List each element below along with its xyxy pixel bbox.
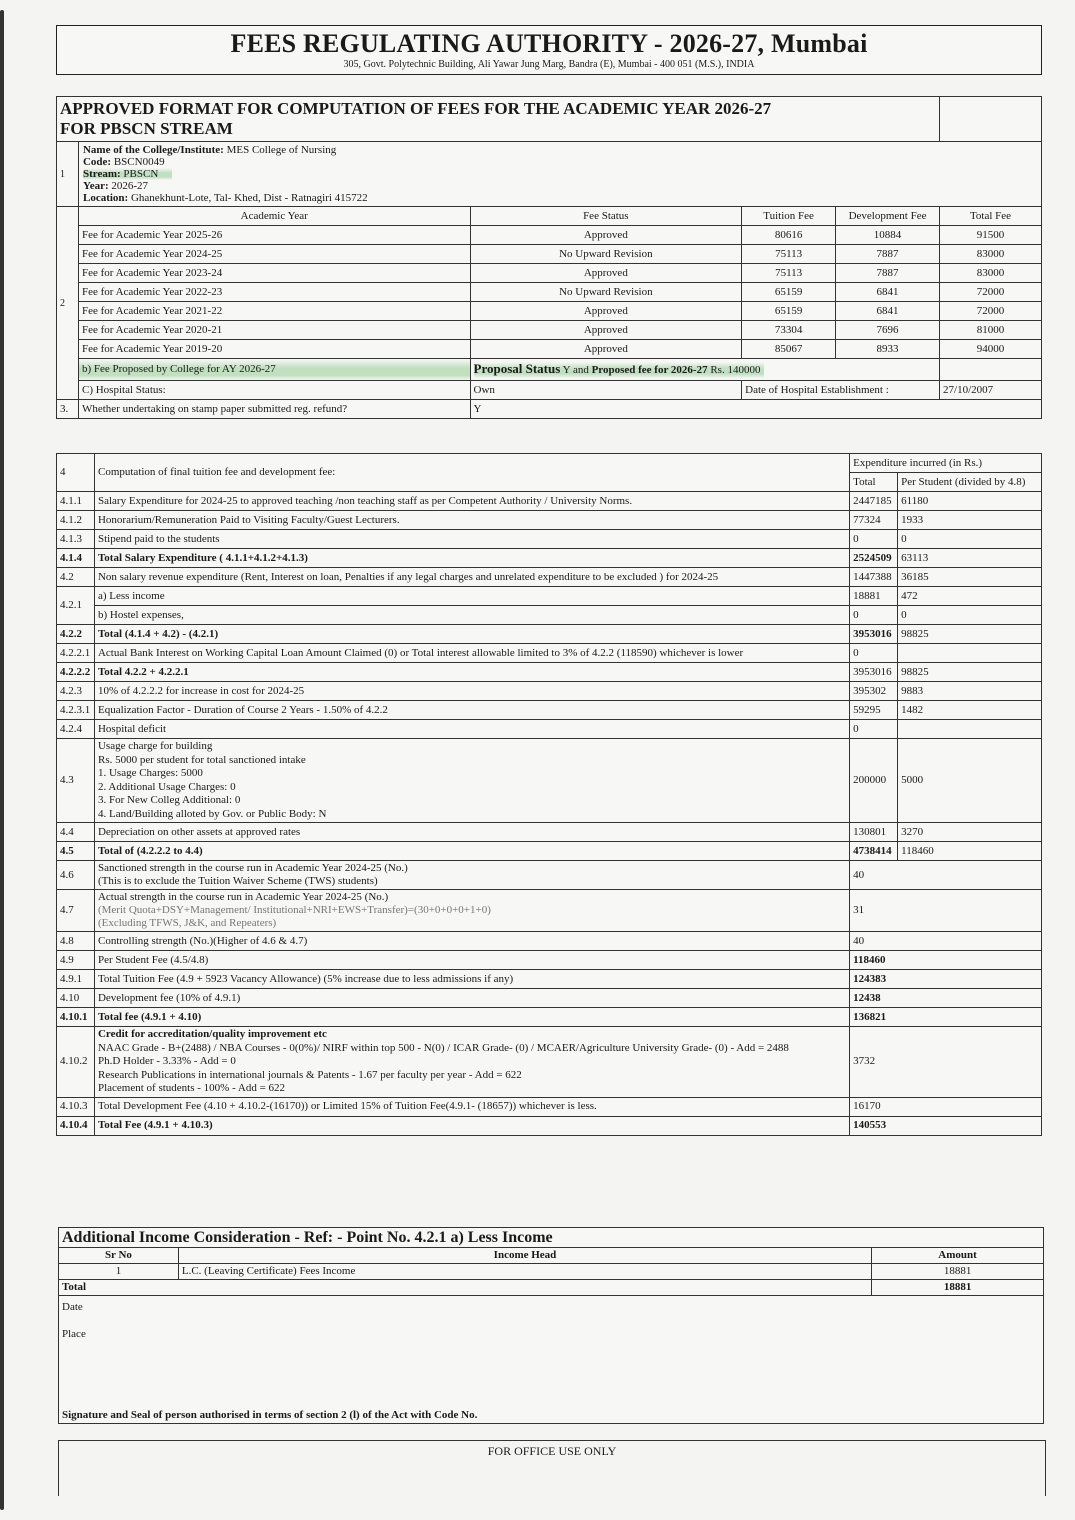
computation-row: [57, 587, 1042, 606]
hospital-date-label: Date of Hospital Establishment :: [742, 381, 940, 400]
row-id: 4.6: [57, 861, 95, 890]
row-per-student: 0: [898, 606, 1042, 625]
row-id: 4.2: [57, 568, 95, 587]
code-value: BSCN0049: [113, 156, 165, 168]
desc-line: Actual strength in the course run in Academic Year 2024-25 (No.): [97, 891, 389, 903]
total-fee: 94000: [940, 340, 1042, 359]
stream-label: Stream:: [82, 168, 121, 180]
row-total: 2524509: [850, 549, 898, 568]
fee-row: [57, 264, 1042, 283]
row-id: 4.8: [57, 932, 95, 951]
fee-row: [57, 226, 1042, 245]
row-total: 395302: [850, 682, 898, 701]
row-id: 4.10.2: [57, 1027, 95, 1098]
fee-row: [57, 245, 1042, 264]
row-desc: Total of (4.2.2.2 to 4.4): [94, 842, 849, 861]
row-id: 4.7: [57, 890, 95, 932]
col-header: Tuition Fee: [742, 207, 836, 226]
row-total: 0: [850, 530, 898, 549]
row-desc: Hospital deficit: [94, 720, 849, 739]
signature-label: Signature and Seal of person authorised in terms of section 2 (l) of the Act with Code No.: [62, 1409, 478, 1421]
development-fee: 7887: [836, 264, 940, 283]
row-value: 16170: [850, 1097, 1042, 1116]
row-desc: Depreciation on other assets at approved rates: [94, 823, 849, 842]
computation-row: [57, 1097, 1042, 1116]
row-id: 4.2.2: [57, 625, 95, 644]
desc-line: 1. Usage Charges: 5000: [97, 767, 203, 779]
computation-row: [57, 1008, 1042, 1027]
fee-year: Fee for Academic Year 2021-22: [78, 302, 470, 321]
fee-status: Approved: [470, 321, 742, 340]
row-value: 31: [850, 890, 1042, 932]
row-per-student: [898, 644, 1042, 663]
income-row: [59, 1264, 1044, 1280]
row-desc: Honorarium/Remuneration Paid to Visiting Faculty/Guest Lecturers.: [94, 511, 849, 530]
total-fee: 83000: [940, 245, 1042, 264]
desc-line: (Merit Quota+DSY+Management/ Institutional+NRI+EWS+Transfer)=(30+0+0+0+1+0): [97, 904, 491, 916]
development-fee: 8933: [836, 340, 940, 359]
college-label: Name of the College/Institute:: [82, 144, 224, 156]
row-id: 4.2.3: [57, 682, 95, 701]
tuition-fee: 80616: [742, 226, 836, 245]
row-desc: Controlling strength (No.)(Higher of 4.6 & 4.7): [94, 932, 849, 951]
undertaking-label: Whether undertaking on stamp paper submitted reg. refund?: [78, 400, 470, 419]
row-id: 4.5: [57, 842, 95, 861]
page-edge: [0, 10, 4, 1510]
row-per-student: 9883: [898, 682, 1042, 701]
total-value: 18881: [872, 1280, 1044, 1296]
fee-status: No Upward Revision: [470, 283, 742, 302]
row-desc: [94, 739, 849, 823]
col-header: Amount: [872, 1248, 1044, 1264]
computation-row: [57, 970, 1042, 989]
hospital-status-label: C) Hospital Status:: [78, 381, 470, 400]
total-header: Total: [850, 473, 898, 492]
desc-line: Ph.D Holder - 3.33% - Add = 0: [97, 1055, 236, 1067]
row-id: 4.1.2: [57, 511, 95, 530]
form-title-line2: FOR PBSCN STREAM: [60, 119, 233, 138]
proposal-status-cell: [470, 359, 940, 381]
computation-row: [57, 663, 1042, 682]
computation-row: [57, 890, 1042, 932]
desc-line: 3. For New Colleg Additional: 0: [97, 794, 241, 806]
row-total: 1447388: [850, 568, 898, 587]
year-value: 2026-27: [111, 180, 149, 192]
computation-row: [57, 823, 1042, 842]
row-desc: Actual Bank Interest on Working Capital Loan Amount Claimed (0) or Total interest allowable limited to 3% of 4.2.2 (118590) whichever is lower: [94, 644, 849, 663]
authority-header: [56, 25, 1042, 75]
proposed-fee-value: Rs. 140000: [710, 364, 761, 376]
desc-line: NAAC Grade - B+(2488) / NBA Courses - 0(0%)/ NIRF within top 500 - N(0) / ICAR Grade- (0) / MCAER/Agriculture University Grade- (0) - Add = 2488: [97, 1041, 789, 1054]
row-per-student: 5000: [898, 739, 1042, 823]
row-id: 4.9: [57, 951, 95, 970]
row-desc: Total Fee (4.9.1 + 4.10.3): [94, 1116, 849, 1135]
row-id: 4.9.1: [57, 970, 95, 989]
computation-row: [57, 682, 1042, 701]
row-id: 4.10.4: [57, 1116, 95, 1135]
computation-row: [57, 861, 1042, 890]
year-label: Year:: [82, 180, 109, 192]
row-total: 3953016: [850, 625, 898, 644]
row-desc: a) Less income: [94, 587, 849, 606]
row-per-student: 61180: [898, 492, 1042, 511]
development-fee: 7696: [836, 321, 940, 340]
row-desc: Salary Expenditure for 2024-25 to approved teaching /non teaching staff as per Competent Authority / University Norms.: [94, 492, 849, 511]
row-id: 4.4: [57, 823, 95, 842]
additional-income-table: [58, 1227, 1044, 1424]
row-total: 200000: [850, 739, 898, 823]
date-label: Date: [62, 1301, 83, 1313]
row-id: 4.3: [57, 739, 95, 823]
form-title-line1: APPROVED FORMAT FOR COMPUTATION OF FEES FOR THE ACADEMIC YEAR 2026-27: [60, 99, 772, 118]
computation-row: [57, 606, 1042, 625]
row-desc: Stipend paid to the students: [94, 530, 849, 549]
hospital-status-value: Own: [470, 381, 742, 400]
row-id: 4: [57, 454, 95, 492]
row-desc: Total Development Fee (4.10 + 4.10.2-(16170)) or Limited 15% of Tuition Fee(4.9.1- (18657)) whichever is less.: [94, 1097, 849, 1116]
row-per-student: 0: [898, 530, 1042, 549]
fee-year: Fee for Academic Year 2025-26: [78, 226, 470, 245]
signature-block: [59, 1296, 1044, 1424]
fee-year: Fee for Academic Year 2024-25: [78, 245, 470, 264]
per-student-header: Per Student (divided by 4.8): [898, 473, 1042, 492]
fee-year: Fee for Academic Year 2020-21: [78, 321, 470, 340]
tuition-fee: 73304: [742, 321, 836, 340]
desc-line: 4. Land/Building alloted by Gov. or Public Body: N: [97, 807, 327, 820]
row-per-student: 98825: [898, 663, 1042, 682]
row-per-student: 1482: [898, 701, 1042, 720]
income-sr: 1: [59, 1264, 179, 1280]
col-header: Development Fee: [836, 207, 940, 226]
computation-row: [57, 739, 1042, 823]
proposal-status-label: Proposal Status: [473, 361, 561, 376]
desc-line: 2. Additional Usage Charges: 0: [97, 780, 236, 793]
fee-status: Approved: [470, 226, 742, 245]
total-label: Total: [59, 1280, 872, 1296]
hospital-date-value: 27/10/2007: [940, 381, 1042, 400]
row-desc: Total 4.2.2 + 4.2.2.1: [94, 663, 849, 682]
tuition-fee: 75113: [742, 264, 836, 283]
desc-line: Usage charge for building: [97, 740, 213, 752]
row-value: 12438: [850, 989, 1042, 1008]
row-desc: [94, 861, 849, 890]
desc-line: (Excluding TFWS, J&K, and Repeaters): [97, 917, 277, 929]
row-id: 4.1.1: [57, 492, 95, 511]
computation-row: [57, 842, 1042, 861]
row-value: 136821: [850, 1008, 1042, 1027]
row-desc: Total (4.1.4 + 4.2) - (4.2.1): [94, 625, 849, 644]
fee-row: [57, 321, 1042, 340]
tuition-fee: 75113: [742, 245, 836, 264]
form-title: [57, 97, 940, 142]
authority-address: 305, Govt. Polytechnic Building, Ali Yawar Jung Marg, Bandra (E), Mumbai - 400 051 (M.S.), INDIA: [343, 59, 755, 70]
row-id: 4.2.2.1: [57, 644, 95, 663]
tuition-fee: 85067: [742, 340, 836, 359]
row-value: 118460: [850, 951, 1042, 970]
computation-row: [57, 932, 1042, 951]
college-info: [78, 142, 1041, 207]
development-fee: 6841: [836, 302, 940, 321]
computation-row: [57, 989, 1042, 1008]
col-header: Sr No: [59, 1248, 179, 1264]
col-header: Fee Status: [470, 207, 742, 226]
total-fee: 72000: [940, 302, 1042, 321]
row-value: 3732: [850, 1027, 1042, 1098]
stream-value: PBSCN: [123, 168, 159, 180]
location-value: Ghanekhunt-Lote, Tal- Khed, Dist - Ratnagiri 415722: [130, 192, 368, 204]
row-id: 4.2.2.2: [57, 663, 95, 682]
computation-row: [57, 530, 1042, 549]
row-total: 2447185: [850, 492, 898, 511]
location-label: Location:: [82, 192, 129, 204]
place-label: Place: [62, 1328, 86, 1340]
income-amount: 18881: [872, 1264, 1044, 1280]
row-id: 4.1.3: [57, 530, 95, 549]
col-header: Total Fee: [940, 207, 1042, 226]
code-label: Code:: [82, 156, 112, 168]
proposed-fee-label: b) Fee Proposed by College for AY 2026-27: [78, 359, 470, 381]
row-per-student: 63113: [898, 549, 1042, 568]
total-fee: 81000: [940, 321, 1042, 340]
computation-row: [57, 511, 1042, 530]
row-id: 4.1.4: [57, 549, 95, 568]
computation-row: [57, 549, 1042, 568]
tuition-fee: 65159: [742, 302, 836, 321]
row-value: 124383: [850, 970, 1042, 989]
undertaking-value: Y: [470, 400, 1042, 419]
college-value: MES College of Nursing: [226, 144, 337, 156]
section-num: 2: [57, 207, 79, 400]
row-total: 0: [850, 606, 898, 625]
row-per-student: [898, 720, 1042, 739]
desc-line: Placement of students - 100% - Add = 622: [97, 1082, 286, 1094]
row-id: 4.10: [57, 989, 95, 1008]
row-total: 0: [850, 644, 898, 663]
proposal-status-value: Y and: [562, 364, 589, 376]
fee-row: [57, 283, 1042, 302]
title-blank-cell: [940, 97, 1042, 142]
row-desc: Total Salary Expenditure ( 4.1.1+4.1.2+4.1.3): [94, 549, 849, 568]
row-desc: 10% of 4.2.2.2 for increase in cost for 2024-25: [94, 682, 849, 701]
row-total: 0: [850, 720, 898, 739]
col-header: Academic Year: [78, 207, 470, 226]
fee-year: Fee for Academic Year 2023-24: [78, 264, 470, 283]
row-per-student: 1933: [898, 511, 1042, 530]
computation-title: Computation of final tuition fee and development fee:: [94, 454, 849, 492]
row-total: 59295: [850, 701, 898, 720]
fee-row: [57, 302, 1042, 321]
row-desc: Equalization Factor - Duration of Course 2 Years - 1.50% of 4.2.2: [94, 701, 849, 720]
computation-table: [56, 453, 1042, 1136]
row-total: 130801: [850, 823, 898, 842]
row-per-student: 118460: [898, 842, 1042, 861]
row-id: 4.10.1: [57, 1008, 95, 1027]
computation-row: [57, 951, 1042, 970]
total-fee: 72000: [940, 283, 1042, 302]
additional-income-title: Additional Income Consideration - Ref: - Point No. 4.2.1 a) Less Income: [59, 1228, 1044, 1248]
income-head: L.C. (Leaving Certificate) Fees Income: [178, 1264, 871, 1280]
desc-line: Research Publications in international journals & Patents - 1.67 per faculty per year - Add = 622: [97, 1068, 522, 1081]
fee-status: Approved: [470, 340, 742, 359]
development-fee: 6841: [836, 283, 940, 302]
total-fee: 83000: [940, 264, 1042, 283]
row-per-student: 472: [898, 587, 1042, 606]
row-total: 77324: [850, 511, 898, 530]
row-desc: [94, 890, 849, 932]
blank-cell: [940, 359, 1042, 381]
fee-year: Fee for Academic Year 2022-23: [78, 283, 470, 302]
row-id: 4.10.3: [57, 1097, 95, 1116]
proposed-fee-year-label: Proposed fee for 2026-27: [591, 364, 708, 376]
row-desc: Total fee (4.9.1 + 4.10): [94, 1008, 849, 1027]
row-desc: [94, 1027, 849, 1098]
development-fee: 10884: [836, 226, 940, 245]
office-use-block: [58, 1440, 1046, 1496]
row-total: 18881: [850, 587, 898, 606]
row-id: 4.2.4: [57, 720, 95, 739]
development-fee: 7887: [836, 245, 940, 264]
row-desc: Development fee (10% of 4.9.1): [94, 989, 849, 1008]
computation-row: [57, 720, 1042, 739]
computation-row: [57, 701, 1042, 720]
tuition-fee: 65159: [742, 283, 836, 302]
row-id: 4.2.3.1: [57, 701, 95, 720]
desc-title: Credit for accreditation/quality improvement etc: [97, 1028, 327, 1040]
fee-status: No Upward Revision: [470, 245, 742, 264]
computation-row: [57, 644, 1042, 663]
fee-row: [57, 340, 1042, 359]
row-desc: Per Student Fee (4.5/4.8): [94, 951, 849, 970]
computation-row: [57, 1116, 1042, 1135]
computation-row: [57, 568, 1042, 587]
row-per-student: 36185: [898, 568, 1042, 587]
desc-line: Sanctioned strength in the course run in Academic Year 2024-25 (No.): [97, 862, 408, 874]
row-total: 4738414: [850, 842, 898, 861]
desc-line: (This is to exclude the Tuition Waiver Scheme (TWS) students): [97, 875, 378, 887]
col-header: Income Head: [178, 1248, 871, 1264]
row-desc: b) Hostel expenses,: [94, 606, 849, 625]
authority-title: FEES REGULATING AUTHORITY - 2026-27, Mumbai: [230, 29, 868, 58]
expenditure-header: Expenditure incurred (in Rs.): [850, 454, 1042, 473]
row-id: 4.2.1: [57, 587, 95, 625]
section-num: 1: [57, 142, 79, 207]
desc-line: Rs. 5000 per student for total sanctioned intake: [97, 753, 306, 766]
row-desc: Non salary revenue expenditure (Rent, Interest on loan, Penalties if any legal charges and unrelated expenditure to be excluded ) for 2024-25: [94, 568, 849, 587]
row-value: 140553: [850, 1116, 1042, 1135]
row-per-student: 3270: [898, 823, 1042, 842]
office-use-label: FOR OFFICE USE ONLY: [487, 1444, 617, 1458]
fee-status: Approved: [470, 302, 742, 321]
row-desc: Total Tuition Fee (4.9 + 5923 Vacancy Allowance) (5% increase due to less admissions if any): [94, 970, 849, 989]
computation-row: [57, 625, 1042, 644]
computation-row: [57, 1027, 1042, 1098]
fee-status: Approved: [470, 264, 742, 283]
row-value: 40: [850, 861, 1042, 890]
fee-details-table: [56, 96, 1042, 419]
row-value: 40: [850, 932, 1042, 951]
row-total: 3953016: [850, 663, 898, 682]
row-per-student: 98825: [898, 625, 1042, 644]
total-fee: 91500: [940, 226, 1042, 245]
computation-row: [57, 492, 1042, 511]
section-num: 3.: [57, 400, 79, 419]
fee-year: Fee for Academic Year 2019-20: [78, 340, 470, 359]
